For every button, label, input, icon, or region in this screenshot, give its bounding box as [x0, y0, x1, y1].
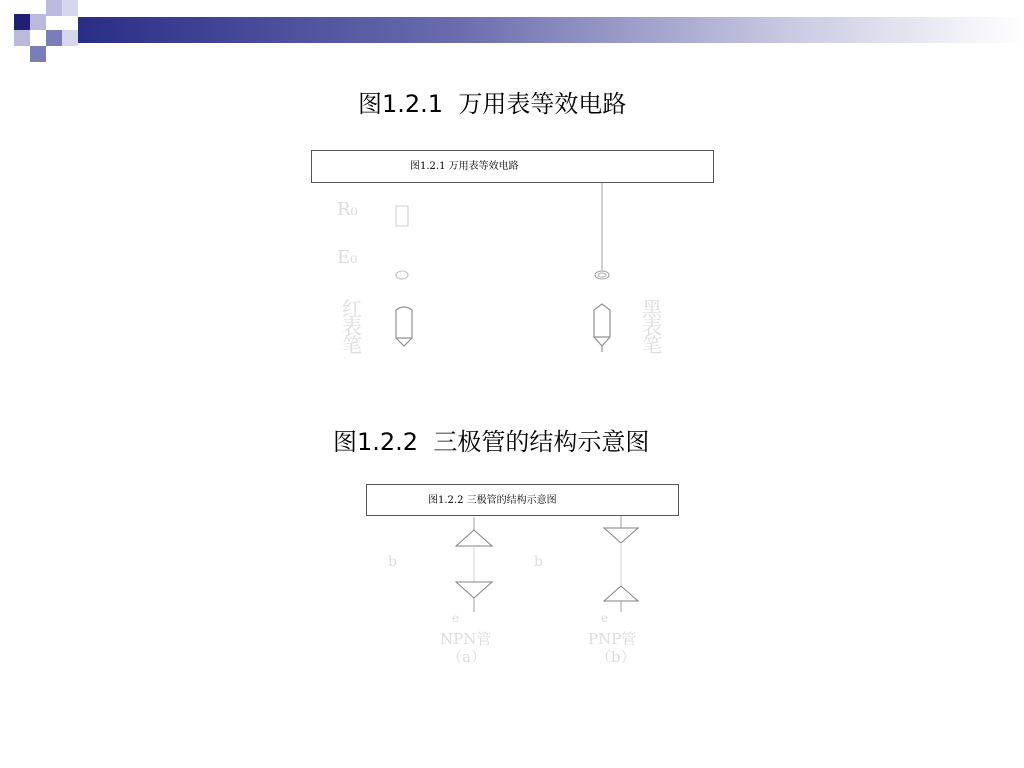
label-black-probe-2: 表 — [642, 315, 662, 339]
fig2-heading-number: 图1.2.2 — [333, 428, 419, 456]
label-black-probe-1: 黑 — [642, 297, 662, 321]
npn-lower-triangle — [456, 582, 492, 598]
label-npn-base: b — [388, 554, 397, 570]
label-black-probe-3: 笔 — [642, 333, 662, 357]
label-pnp-base: b — [534, 554, 543, 570]
label-red-probe-2: 表 — [342, 315, 362, 339]
label-r0: R₀ — [337, 199, 358, 220]
label-pnp-emitter: e — [601, 611, 609, 625]
fig1-caption: 图1.2.1 万用表等效电路 — [410, 161, 519, 172]
label-npn-emitter: e — [452, 611, 460, 625]
label-pnp-sub: （b） — [596, 648, 636, 666]
label-npn: NPN管 — [440, 630, 492, 648]
label-pnp: PNP管 — [588, 630, 637, 648]
fig2-caption: 图1.2.2 三极管的结构示意图 — [428, 495, 557, 506]
fig1-heading-number: 图1.2.1 — [358, 90, 444, 118]
npn-upper-triangle — [456, 530, 492, 546]
label-e0: E₀ — [337, 247, 358, 268]
label-red-probe-3: 笔 — [342, 333, 362, 357]
label-npn-sub: （a） — [447, 648, 486, 666]
fig1-heading-text: 万用表等效电路 — [458, 90, 627, 118]
label-red-probe-1: 红 — [342, 297, 362, 321]
pnp-lower-triangle — [604, 586, 638, 601]
fig2-heading-text: 三极管的结构示意图 — [433, 428, 650, 456]
pnp-upper-triangle — [604, 528, 638, 543]
